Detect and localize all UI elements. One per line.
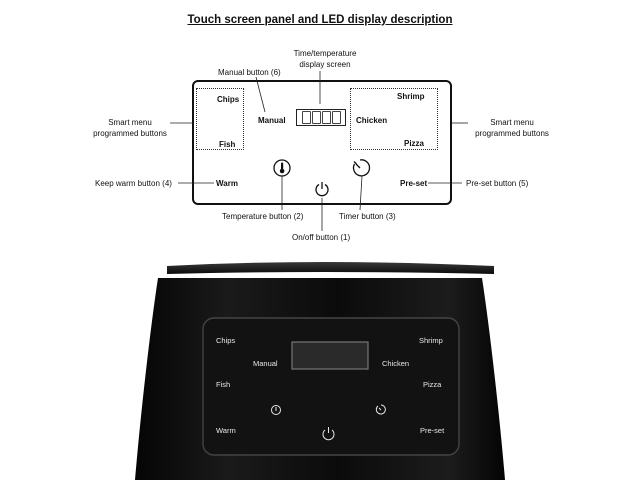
fryer-led-display [292, 342, 368, 369]
chicken-button-label: Chicken [356, 116, 388, 125]
onoff-callout: On/off button (1) [292, 233, 351, 242]
smart-menu-right-line1: Smart menu [490, 118, 534, 127]
fryer-lid [167, 262, 494, 274]
preset-callout: Pre-set button (5) [466, 179, 529, 188]
temperature-callout: Temperature button (2) [222, 212, 304, 221]
smart-menu-left-line2: programmed buttons [93, 129, 167, 138]
fryer-manual-label: Manual [253, 359, 278, 368]
warm-button-label: Warm [216, 179, 238, 188]
keep-warm-callout: Keep warm button (4) [95, 179, 172, 188]
manual-button-label: Manual [258, 116, 286, 125]
chips-button-label: Chips [217, 95, 240, 104]
smart-menu-left-line1: Smart menu [108, 118, 152, 127]
display-callout-line2: display screen [299, 60, 351, 69]
timer-callout: Timer button (3) [339, 212, 396, 221]
smart-menu-right-line2: programmed buttons [475, 129, 549, 138]
manual-callout: Manual button (6) [218, 68, 281, 77]
preset-button-label: Pre-set [400, 179, 428, 188]
display-callout-line1: Time/temperature [293, 49, 357, 58]
pizza-button-label: Pizza [404, 139, 425, 148]
fryer-pizza-label: Pizza [423, 380, 442, 389]
fryer-warm-label: Warm [216, 426, 236, 435]
fryer-preset-label: Pre-set [420, 426, 445, 435]
fish-button-label: Fish [219, 140, 236, 149]
shrimp-button-label: Shrimp [397, 92, 425, 101]
fryer-shrimp-label: Shrimp [419, 336, 443, 345]
fryer-chicken-label: Chicken [382, 359, 410, 368]
fryer-chips-label: Chips [216, 336, 236, 345]
diagram-title: Touch screen panel and LED display description [187, 14, 453, 26]
fryer-fish-label: Fish [216, 380, 231, 389]
